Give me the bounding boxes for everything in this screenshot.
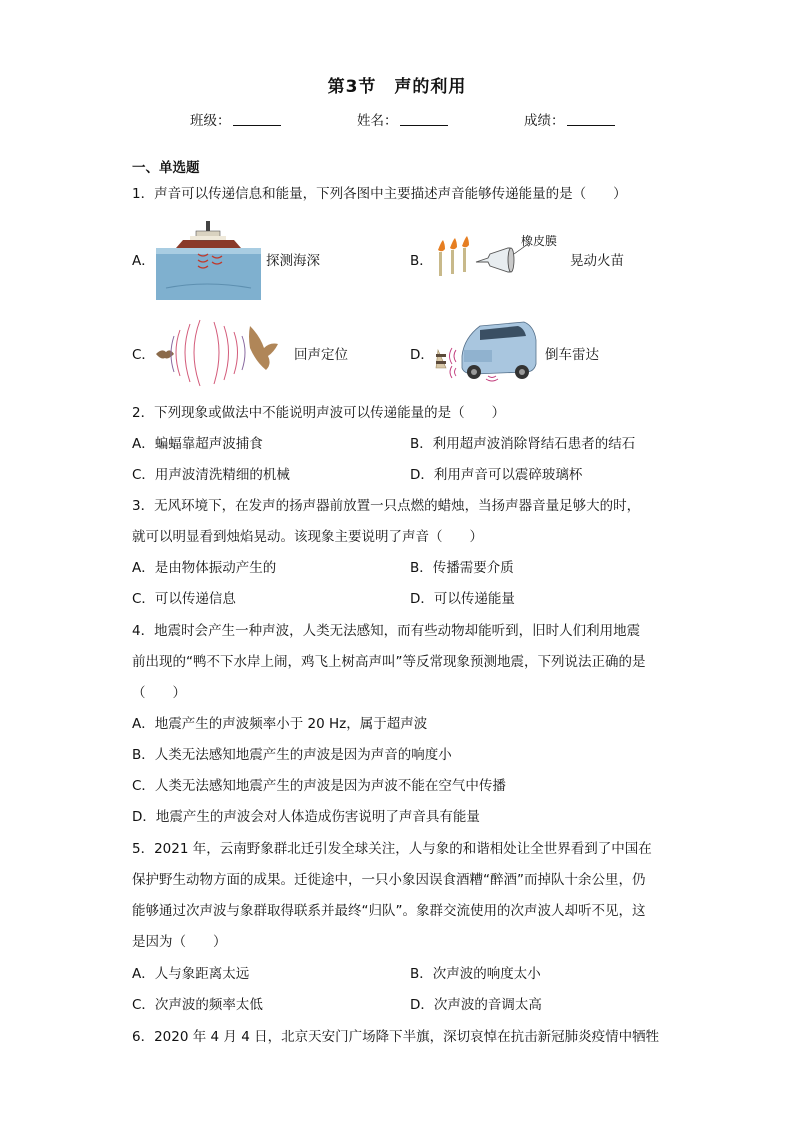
- q2-option-b[interactable]: B．利用超声波消除肾结石患者的结石: [410, 436, 636, 452]
- q2-stem: 2．下列现象或做法中不能说明声波可以传递能量的是（ ）: [132, 405, 506, 421]
- q1-option-b-caption: 晃动火苗: [570, 253, 624, 269]
- q5-stem-line3: 能够通过次声波与象群取得联系并最终“归队”。象群交流使用的次声波人却听不见，这: [132, 903, 646, 919]
- name-field: 姓名：: [357, 109, 448, 129]
- score-blank[interactable]: [567, 113, 615, 126]
- q4-stem-line1: 4．地震时会产生一种声波，人类无法感知，而有些动物却能听到，旧时人们利用地震: [132, 623, 641, 639]
- q4-option-a[interactable]: A．地震产生的声波频率小于 20 Hz，属于超声波: [132, 716, 428, 732]
- q2-option-c[interactable]: C．用声波清洗精细的机械: [132, 467, 290, 483]
- q1-option-b-letter[interactable]: B．: [410, 253, 433, 269]
- class-field: 班级：: [190, 109, 281, 129]
- q4-option-b[interactable]: B．人类无法感知地震产生的声波是因为声音的响度小: [132, 747, 452, 763]
- q6-stem-line1: 6．2020 年 4 月 4 日，北京天安门广场降下半旗，深切哀悼在抗击新冠肺炎疫情中牺牲: [132, 1029, 660, 1045]
- q5-option-d[interactable]: D．次声波的音调太高: [410, 997, 542, 1013]
- score-field: 成绩：: [524, 109, 615, 129]
- class-blank[interactable]: [233, 113, 281, 126]
- q5-stem-line2: 保护野生动物方面的成果。迁徙途中，一只小象因误食酒糟“醉酒”而掉队十余公里，仍: [132, 872, 646, 888]
- q1-option-d-caption: 倒车雷达: [545, 347, 599, 363]
- title-topic: 声的利用: [394, 77, 467, 97]
- page-title: [0, 72, 794, 97]
- q4-stem-line3: （ ）: [132, 685, 186, 701]
- q5-option-c[interactable]: C．次声波的频率太低: [132, 997, 263, 1013]
- q1-stem: 1．声音可以传递信息和能量，下列各图中主要描述声音能够传递能量的是（ ）: [132, 186, 627, 202]
- q3-option-d[interactable]: D．可以传递能量: [410, 591, 515, 607]
- q2-option-d[interactable]: D．利用声音可以震碎玻璃杯: [410, 467, 583, 483]
- q2-option-a[interactable]: A．蝙蝠靠超声波捕食: [132, 436, 263, 452]
- q4-option-d[interactable]: D．地震产生的声波会对人体造成伤害说明了声音具有能量: [132, 809, 480, 825]
- q5-stem-line1: 5．2021 年，云南野象群北迁引发全球关注，人与象的和谐相处让全世界看到了中国在: [132, 841, 652, 857]
- car-radar-image: [432, 316, 540, 382]
- title-section: 第3节: [327, 77, 377, 97]
- q1-option-c-caption: 回声定位: [294, 347, 348, 363]
- q1-option-c-letter[interactable]: C．: [132, 347, 155, 363]
- q3-option-a[interactable]: A．是由物体振动产生的: [132, 560, 277, 576]
- section-heading: 一、单选题: [132, 160, 200, 176]
- q1-option-a-caption: 探测海深: [266, 253, 320, 269]
- q1-option-a-letter[interactable]: A．: [132, 253, 155, 269]
- q4-option-c[interactable]: C．人类无法感知地震产生的声波是因为声波不能在空气中传播: [132, 778, 506, 794]
- q1-option-d-letter[interactable]: D．: [410, 347, 434, 363]
- q3-option-c[interactable]: C．可以传递信息: [132, 591, 236, 607]
- name-blank[interactable]: [400, 113, 448, 126]
- ship-sonar-image: [156, 218, 261, 300]
- bat-echolocation-image: [154, 316, 286, 388]
- q3-option-b[interactable]: B．传播需要介质: [410, 560, 514, 576]
- q3-stem-line1: 3．无风环境下，在发声的扬声器前放置一只点燃的蜡烛，当扬声器音量足够大的时，: [132, 498, 641, 514]
- q5-option-a[interactable]: A．人与象距离太远: [132, 966, 250, 982]
- q4-stem-line2: 前出现的“鸭不下水岸上闹，鸡飞上树高声叫”等反常现象预测地震，下列说法正确的是: [132, 654, 646, 670]
- q5-stem-line4: 是因为（ ）: [132, 934, 227, 950]
- q5-option-b[interactable]: B．次声波的响度太小: [410, 966, 541, 982]
- q3-stem-line2: 就可以明显看到烛焰晃动。该现象主要说明了声音（ ）: [132, 529, 483, 545]
- rubber-membrane-label: 橡皮膜: [521, 234, 558, 248]
